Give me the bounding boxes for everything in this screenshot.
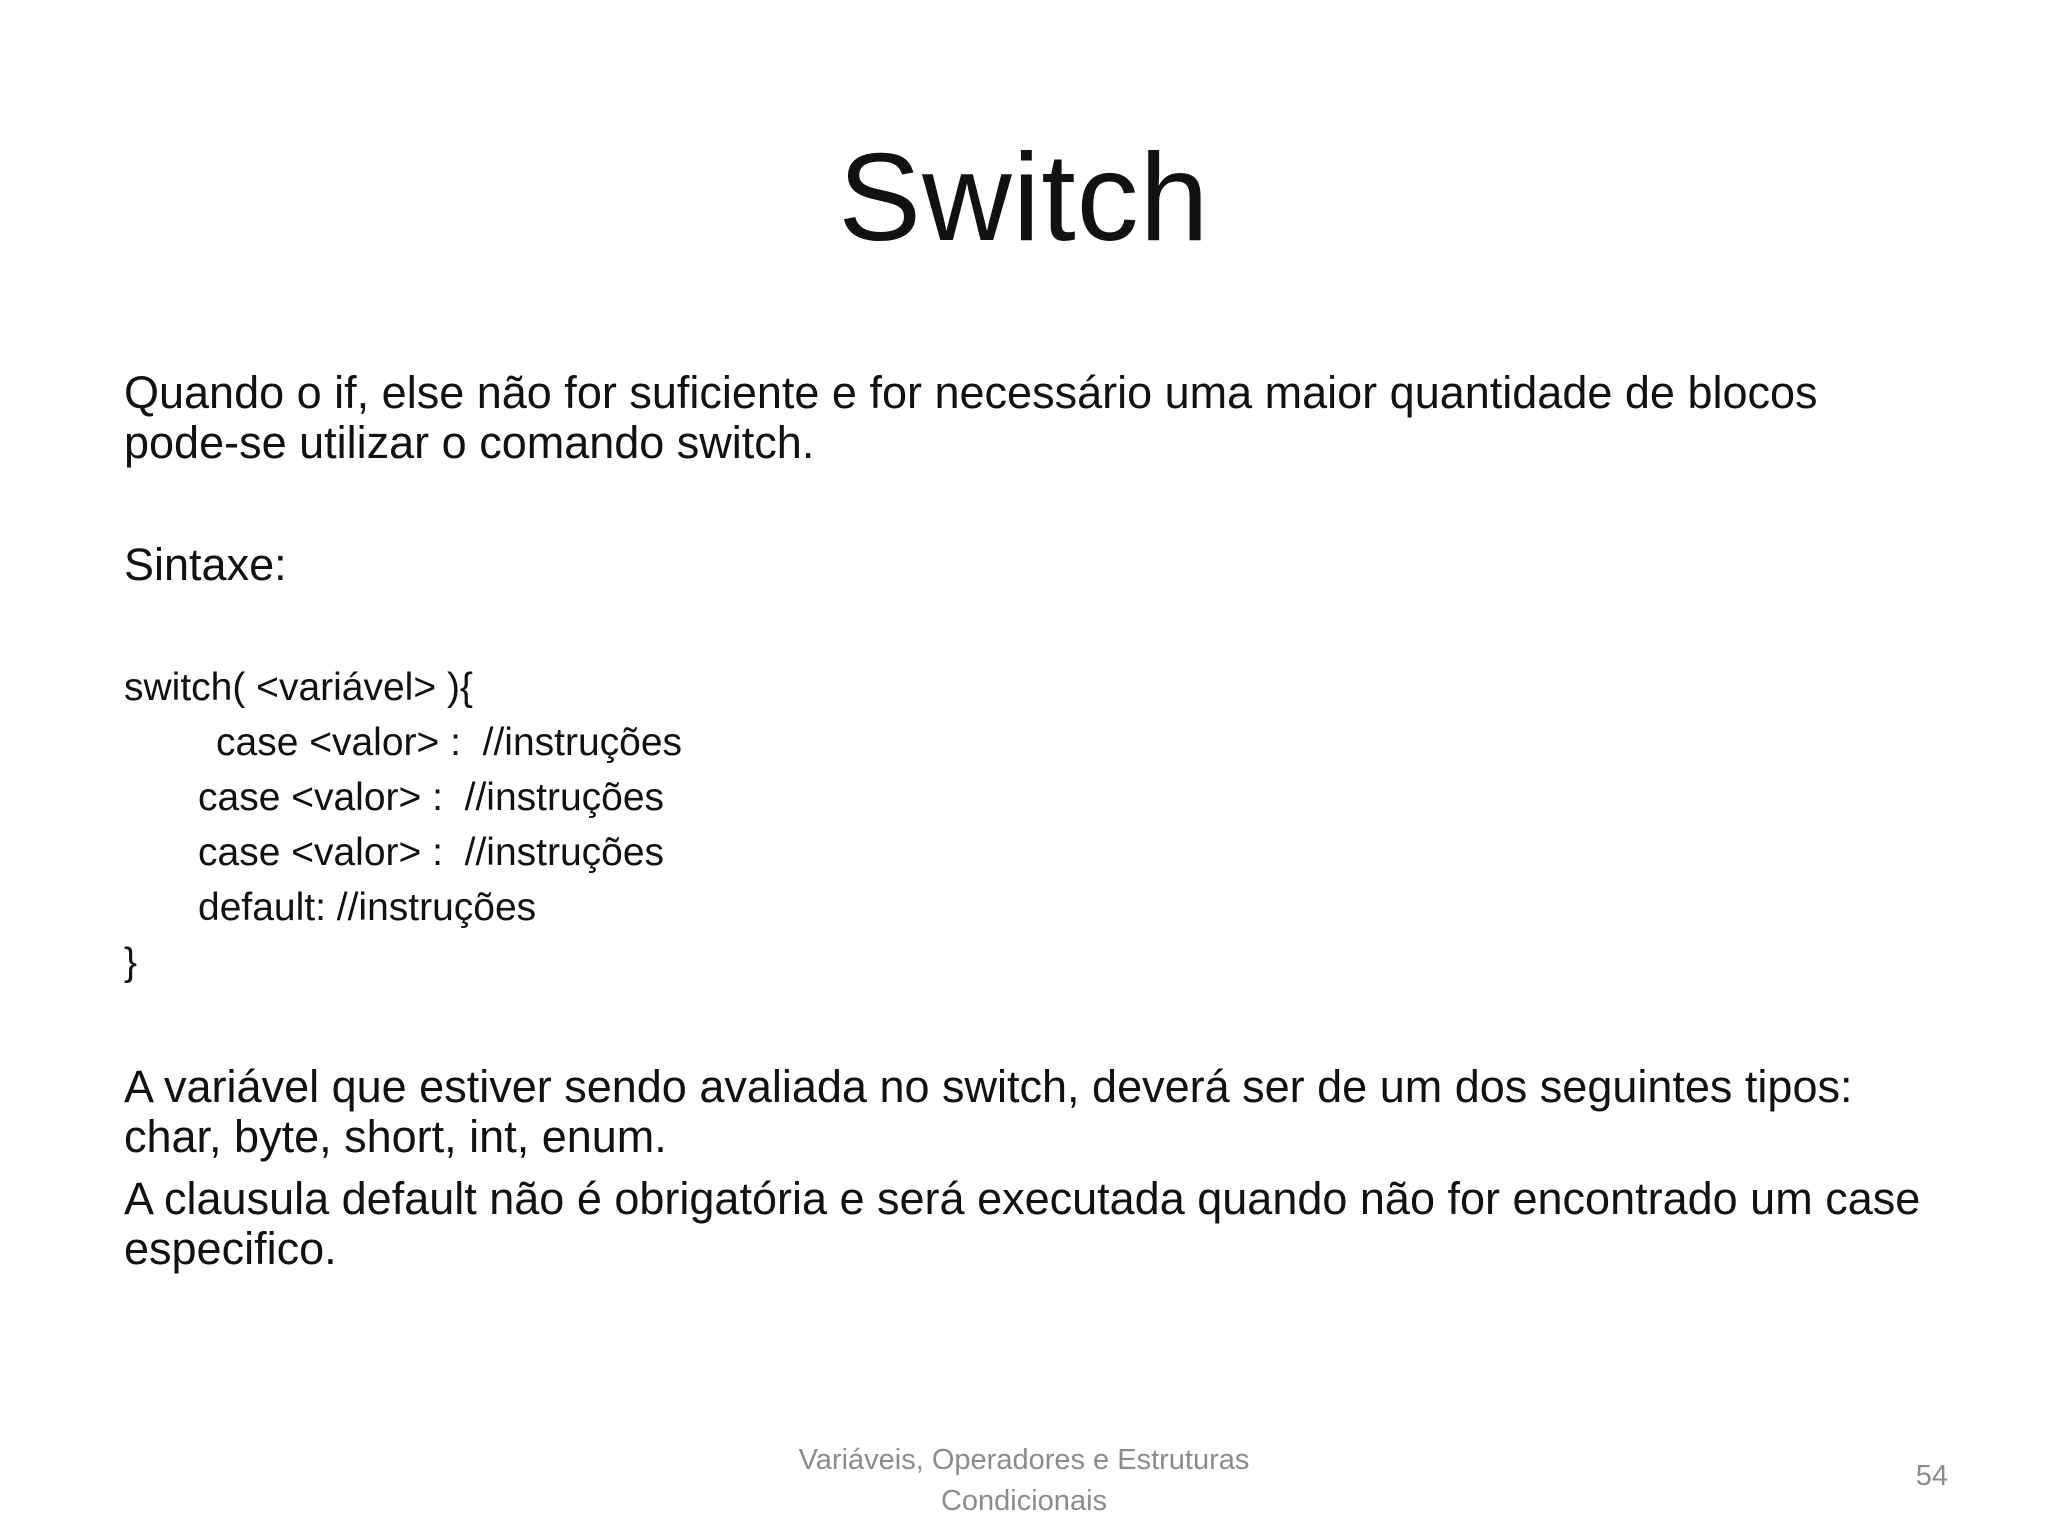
code-line-close: } bbox=[124, 941, 138, 984]
code-line-case-3: case <valor> : //instruções bbox=[198, 831, 665, 874]
intro-paragraph: Quando o if, else não for suficiente e for necessário uma maior quantidade de blocos pode-se utilizar o comando switch. bbox=[124, 367, 1818, 468]
code-block bbox=[124, 660, 682, 990]
notes bbox=[124, 1062, 1944, 1286]
code-line-default: default: //instruções bbox=[198, 886, 537, 929]
code-line-switch-open: switch( <variável> ){ bbox=[124, 666, 473, 709]
syntax-label: Sintaxe: bbox=[124, 539, 287, 590]
page-number: 54 bbox=[1915, 1460, 1948, 1492]
footer-text: Variáveis, Operadores e Estruturas Condicionais bbox=[798, 1444, 1250, 1517]
slide-title: Switch bbox=[838, 129, 1210, 267]
code-line-case-2: case <valor> : //instruções bbox=[198, 776, 665, 819]
note-variable-types: A variável que estiver sendo avaliada no switch, deverá ser de um dos seguintes tipos: char, byte, short, int, enum. bbox=[124, 1061, 1853, 1162]
code-line-case-1: case <valor> : //instruções bbox=[216, 721, 683, 764]
note-default-clause: A clausula default não é obrigatória e será executada quando não for encontrado um case especifico. bbox=[124, 1173, 1921, 1274]
